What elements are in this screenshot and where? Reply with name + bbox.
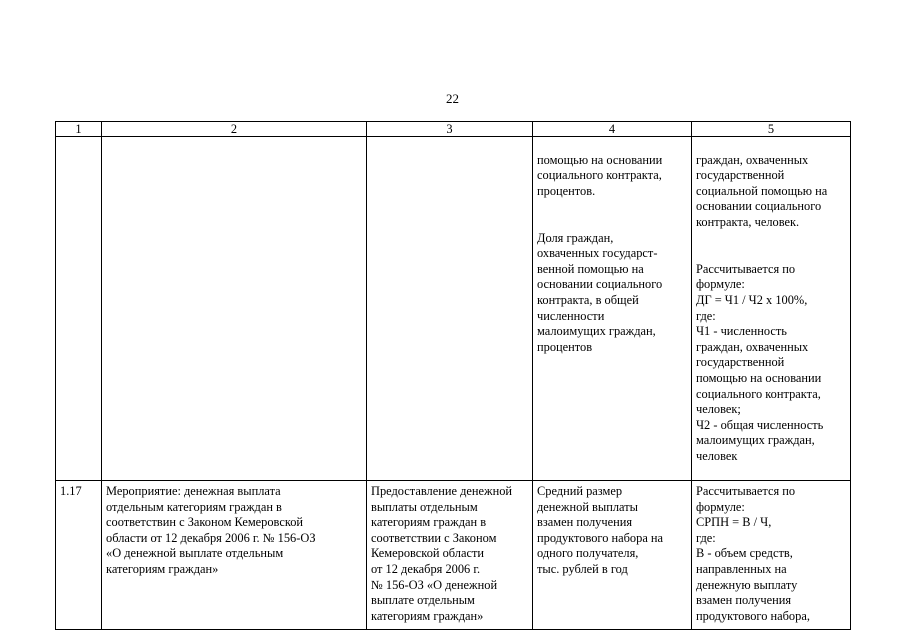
column-header-3: 3 xyxy=(367,122,533,137)
cell-item-description: Предоставление денежной выплаты отдельным категориям граждан в соответствии с Законом Кемеровской области от 12 декабря 2006 г. № 156-ОЗ «О денежной выплате отдельным категориям граждан» xyxy=(367,481,533,630)
table-row-1-17 xyxy=(56,481,851,630)
page-number: 22 xyxy=(446,91,459,106)
indicator-text-block: Доля граждан, охваченных государст- венной помощью на основании социального контракта, в общей численности малоимущих граждан, процентов xyxy=(537,230,663,354)
column-header-4: 4 xyxy=(533,122,692,137)
cell-item-measure: Мероприятие: денежная выплата отдельным категориям граждан в соответствин с Законом Кемеровской области от 12 декабря 2006 г. № 156-ОЗ «О денежной выплате отдельным категориям граждан» xyxy=(102,481,367,630)
cell-continuation-col4 xyxy=(533,137,692,481)
cell-item-number: 1.17 xyxy=(56,481,102,630)
formula-text-block: Рассчитывается по формуле: ДГ = Ч1 / Ч2 x 100%, где: Ч1 - численность граждан, охваченных государственной помощью на основании социального контракта, человек; Ч2 - общая численность малоимущих граждан, человек xyxy=(696,261,824,463)
formula-text-block: граждан, охваченных государственной социальной помощью на основании социального контракта, человек. xyxy=(696,152,828,229)
cell-continuation-col5 xyxy=(692,137,851,481)
cell-continuation-col2 xyxy=(102,137,367,481)
table-row-continuation xyxy=(56,137,851,481)
indicator-text-block: помощью на основании социального контракта, процентов. xyxy=(537,152,663,198)
column-header-1: 1 xyxy=(56,122,102,137)
cell-continuation-col3 xyxy=(367,137,533,481)
cell-item-indicator: Средний размер денежной выплаты взамен получения продуктового набора на одного получателя, тыс. рублей в год xyxy=(533,481,692,630)
column-header-5: 5 xyxy=(692,122,851,137)
indicator-table xyxy=(55,121,851,630)
column-header-2: 2 xyxy=(102,122,367,137)
table-header-row xyxy=(56,122,851,137)
cell-item-formula: Рассчитывается по формуле: СРПН = В / Ч, где: В - объем средств, направленных на денежную выплату взамен получения продуктового набора, xyxy=(692,481,851,630)
cell-continuation-col1 xyxy=(56,137,102,481)
